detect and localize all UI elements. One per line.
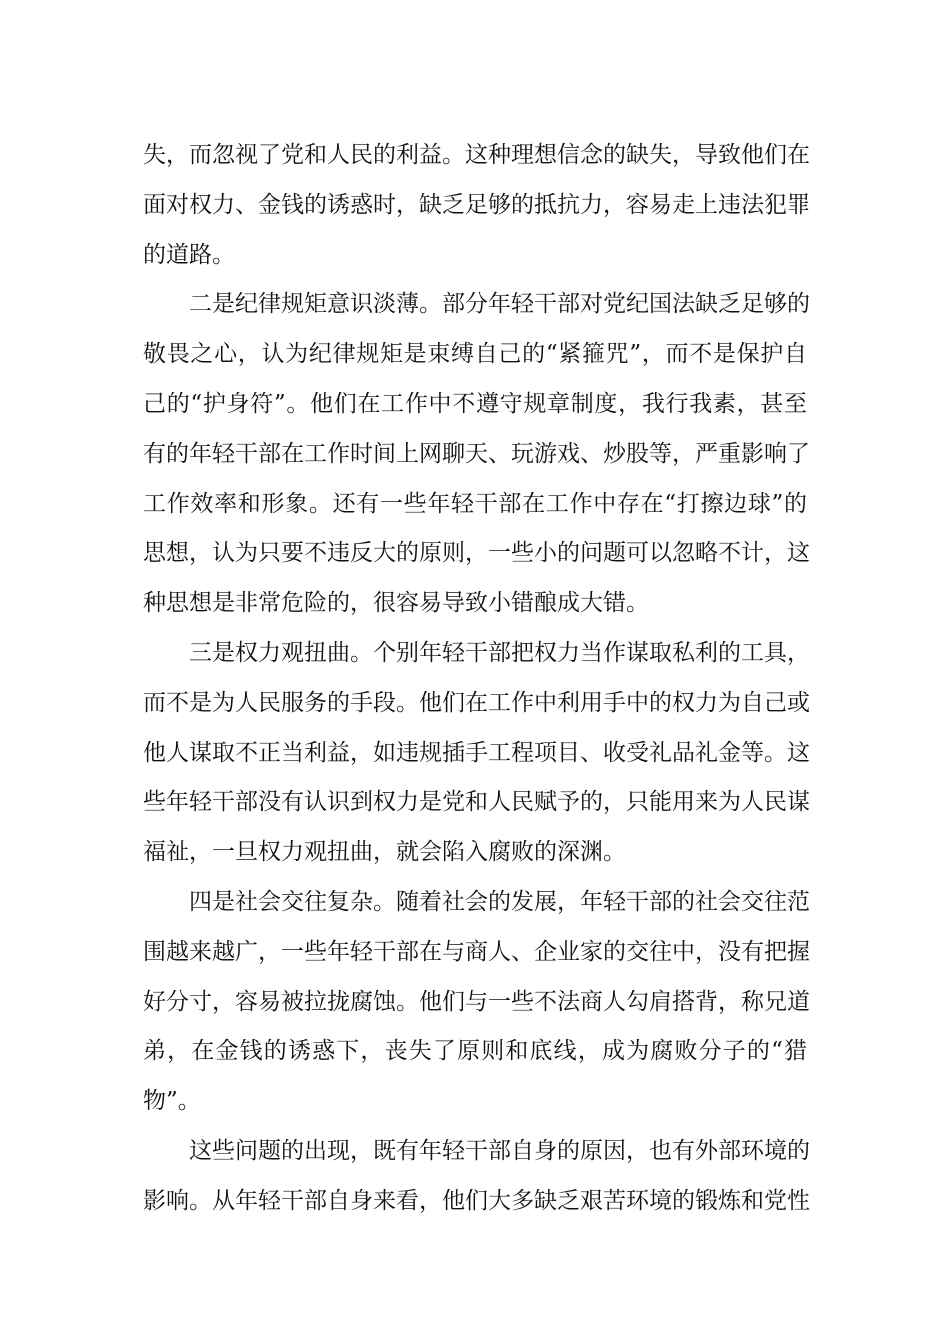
text-line: 福祉，一旦权力观扭曲，就会陷入腐败的深渊。: [143, 839, 626, 866]
text-line: 失，而忽视了党和人民的利益。这种理想信念的缺失，导致他们在: [143, 142, 810, 168]
text-line: 这些问题的出现，既有年轻干部自身的原因，也有外部环境的: [189, 1137, 810, 1164]
text-line: 物”。: [143, 1088, 201, 1115]
text-line: 围越来越广，一些年轻干部在与商人、企业家的交往中，没有把握: [143, 938, 810, 965]
text-line: 好分寸，容易被拉拢腐蚀。他们与一些不法商人勾肩搭背，称兄道: [143, 988, 810, 1015]
text-line: 的道路。: [143, 241, 235, 268]
text-line: 四是社会交往复杂。随着社会的发展，年轻干部的社会交往范: [189, 888, 810, 915]
text-line: 种思想是非常危险的，很容易导致小错酿成大错。: [143, 590, 649, 617]
text-line: 己的“护身符”。他们在工作中不遵守规章制度，我行我素，甚至: [143, 390, 807, 417]
text-line: 思想，认为只要不违反大的原则，一些小的问题可以忽略不计，这: [143, 540, 810, 567]
text-line: 二是纪律规矩意识淡薄。部分年轻干部对党纪国法缺乏足够的: [189, 291, 810, 318]
paragraph-power-view: [143, 629, 810, 878]
paragraph-causes: [143, 1127, 810, 1227]
text-line: 工作效率和形象。还有一些年轻干部在工作中存在“打擦边球”的: [143, 490, 807, 517]
document-body: [143, 131, 810, 1227]
text-line: 他人谋取不正当利益，如违规插手工程项目、收受礼品礼金等。这: [143, 739, 810, 766]
text-line: 影响。从年轻干部自身来看，他们大多缺乏艰苦环境的锻炼和党性: [143, 1187, 810, 1214]
text-line: 面对权力、金钱的诱惑时，缺乏足够的抵抗力，容易走上违法犯罪: [143, 191, 810, 218]
paragraph-discipline: [143, 280, 810, 629]
text-line: 敬畏之心，认为纪律规矩是束缚自己的“紧箍咒”，而不是保护自: [143, 341, 807, 368]
paragraph-social-contacts: [143, 878, 810, 1127]
text-line: 有的年轻干部在工作时间上网聊天、玩游戏、炒股等，严重影响了: [143, 440, 810, 467]
text-line: 弟，在金钱的诱惑下，丧失了原则和底线，成为腐败分子的“猎: [143, 1038, 807, 1065]
paragraph-continuation: [143, 131, 810, 280]
text-line: 些年轻干部没有认识到权力是党和人民赋予的，只能用来为人民谋: [143, 789, 810, 816]
text-line: 三是权力观扭曲。个别年轻干部把权力当作谋取私利的工具，: [189, 639, 810, 666]
text-line: 而不是为人民服务的手段。他们在工作中利用手中的权力为自己或: [143, 689, 810, 716]
